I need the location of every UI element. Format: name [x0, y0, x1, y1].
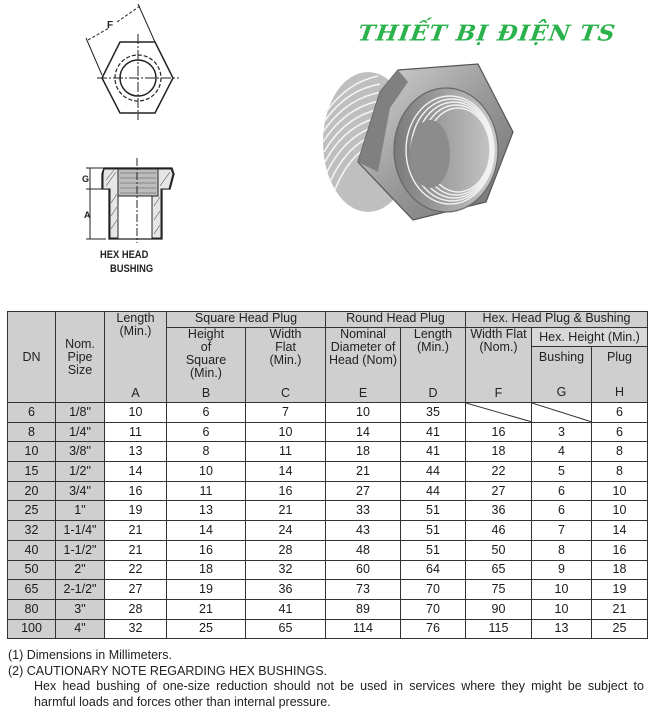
cell-length-a: 28	[105, 599, 167, 619]
table-row	[8, 619, 648, 639]
cell-dn: 25	[8, 501, 56, 521]
cell-width-flat-c: 36	[246, 580, 326, 600]
table-row	[8, 442, 648, 462]
letter-a: A	[131, 386, 140, 400]
cell-round-length-d: 44	[401, 462, 466, 482]
note-dimensions: (1) Dimensions in Millimeters.	[8, 648, 172, 662]
cell-length-a: 13	[105, 442, 167, 462]
cell-plug-h: 10	[592, 481, 648, 501]
cell-dn: 80	[8, 599, 56, 619]
hex-bushing-section-drawing	[82, 158, 182, 243]
note-caution-body: Hex head bushing of one-size reduction should not be used in services where they might be subject to harmful loads and forces other than internal pressure.	[34, 679, 644, 709]
group-header-square-head-plug: Square Head Plug	[167, 312, 326, 328]
cell-height-of-square-b: 6	[167, 403, 246, 423]
drawing-caption-line2: BUSHING	[110, 263, 154, 275]
diagonal-slash-icon	[532, 403, 591, 422]
cell-hex-width-flat-f: 22	[466, 462, 532, 482]
cell-dn: 40	[8, 540, 56, 560]
col-header-width-flat-c: Width Flat (Min.) C	[246, 328, 326, 403]
cell-length-a: 21	[105, 540, 167, 560]
cell-round-length-d: 51	[401, 501, 466, 521]
cell-nom-pipe-size: 1/4"	[56, 422, 105, 442]
group-header-hex-head-plug-bushing: Hex. Head Plug & Bushing	[466, 312, 648, 328]
cell-length-a: 10	[105, 403, 167, 423]
group-header-round-head-plug: Round Head Plug	[326, 312, 466, 328]
cell-plug-h: 6	[592, 422, 648, 442]
cell-plug-h: 18	[592, 560, 648, 580]
cell-bushing-g: 5	[532, 462, 592, 482]
cell-nom-pipe-size: 1-1/2"	[56, 540, 105, 560]
cell-height-of-square-b: 25	[167, 619, 246, 639]
cell-height-of-square-b: 6	[167, 422, 246, 442]
dimension-g-label: G	[82, 174, 90, 184]
table-row	[8, 501, 648, 521]
cell-dn: 15	[8, 462, 56, 482]
cell-length-a: 19	[105, 501, 167, 521]
cell-dn: 50	[8, 560, 56, 580]
cell-bushing-g: 3	[532, 422, 592, 442]
cell-hex-width-flat-f: 65	[466, 560, 532, 580]
cell-nominal-diameter-e: 43	[326, 521, 401, 541]
col-header-plug-h: Plug H	[592, 347, 648, 403]
cell-width-flat-c: 21	[246, 501, 326, 521]
cell-bushing-g: 6	[532, 481, 592, 501]
cell-length-a: 22	[105, 560, 167, 580]
cell-nom-pipe-size: 2"	[56, 560, 105, 580]
cell-nominal-diameter-e: 48	[326, 540, 401, 560]
hex-bushing-photo	[318, 62, 528, 262]
footnotes	[8, 648, 644, 710]
brand-title: THIẾT BỊ ĐIỆN TS	[356, 20, 618, 47]
cell-plug-h: 14	[592, 521, 648, 541]
cell-dn: 32	[8, 521, 56, 541]
cell-height-of-square-b: 13	[167, 501, 246, 521]
cell-bushing-g: 7	[532, 521, 592, 541]
cell-width-flat-c: 10	[246, 422, 326, 442]
dimension-f-label: F	[107, 20, 114, 31]
col-header-length-a: Length (Min.) A	[105, 312, 167, 403]
cell-width-flat-c: 16	[246, 481, 326, 501]
cell-bushing-g: 13	[532, 619, 592, 639]
col-header-height-of-square-b: Height of Square (Min.) B	[167, 328, 246, 403]
table-row	[8, 560, 648, 580]
cell-nom-pipe-size: 1/8"	[56, 403, 105, 423]
cell-nominal-diameter-e: 89	[326, 599, 401, 619]
cell-dn: 10	[8, 442, 56, 462]
cell-length-a: 16	[105, 481, 167, 501]
cell-nominal-diameter-e: 73	[326, 580, 401, 600]
cell-round-length-d: 44	[401, 481, 466, 501]
table-row	[8, 580, 648, 600]
cell-width-flat-c: 24	[246, 521, 326, 541]
cell-nom-pipe-size: 3/4"	[56, 481, 105, 501]
cell-hex-width-flat-f: 46	[466, 521, 532, 541]
cell-plug-h: 25	[592, 619, 648, 639]
cell-width-flat-c: 7	[246, 403, 326, 423]
cell-plug-h: 8	[592, 462, 648, 482]
cell-hex-width-flat-f: 36	[466, 501, 532, 521]
cell-height-of-square-b: 8	[167, 442, 246, 462]
cell-height-of-square-b: 14	[167, 521, 246, 541]
note-caution-title: (2) CAUTIONARY NOTE REGARDING HEX BUSHINGS.	[8, 663, 328, 678]
cell-bushing-g: 8	[532, 540, 592, 560]
cell-bushing-g: 9	[532, 560, 592, 580]
cell-plug-h: 19	[592, 580, 648, 600]
table-row	[8, 403, 648, 423]
col-header-nom-pipe-size: Nom. Pipe Size	[56, 312, 105, 403]
cell-height-of-square-b: 21	[167, 599, 246, 619]
cell-length-a: 21	[105, 521, 167, 541]
cell-nominal-diameter-e: 10	[326, 403, 401, 423]
cell-round-length-d: 41	[401, 442, 466, 462]
cell-width-flat-c: 65	[246, 619, 326, 639]
cell-height-of-square-b: 19	[167, 580, 246, 600]
cell-plug-h: 8	[592, 442, 648, 462]
cell-dn: 65	[8, 580, 56, 600]
cell-hex-width-flat-f: 27	[466, 481, 532, 501]
col-header-dn: DN	[8, 312, 56, 403]
col-header-bushing-g: Bushing G	[532, 347, 592, 403]
cell-plug-h: 21	[592, 599, 648, 619]
letter-c: C	[280, 386, 291, 400]
cell-nom-pipe-size: 1"	[56, 501, 105, 521]
table-row	[8, 422, 648, 442]
letter-e: E	[358, 386, 368, 400]
cell-nom-pipe-size: 1/2"	[56, 462, 105, 482]
cell-round-length-d: 51	[401, 521, 466, 541]
cell-nom-pipe-size: 1-1/4"	[56, 521, 105, 541]
table-row	[8, 462, 648, 482]
cell-hex-width-flat-f: 18	[466, 442, 532, 462]
dimension-a-label: A	[84, 210, 91, 220]
cell-round-length-d: 70	[401, 599, 466, 619]
letter-d: D	[428, 386, 438, 400]
table-row	[8, 521, 648, 541]
cell-plug-h: 6	[592, 403, 648, 423]
cell-round-length-d: 70	[401, 580, 466, 600]
cell-nom-pipe-size: 3/8"	[56, 442, 105, 462]
cell-round-length-d: 41	[401, 422, 466, 442]
cell-width-flat-c: 28	[246, 540, 326, 560]
cell-round-length-d: 51	[401, 540, 466, 560]
cell-nominal-diameter-e: 18	[326, 442, 401, 462]
table-row	[8, 481, 648, 501]
cell-hex-width-flat-f-not-applicable	[466, 403, 532, 423]
cell-round-length-d: 76	[401, 619, 466, 639]
cell-length-a: 14	[105, 462, 167, 482]
table-row	[8, 540, 648, 560]
cell-bushing-g-not-applicable	[532, 403, 592, 423]
cell-width-flat-c: 41	[246, 599, 326, 619]
letter-f: F	[494, 386, 503, 400]
cell-plug-h: 16	[592, 540, 648, 560]
cell-dn: 8	[8, 422, 56, 442]
cell-height-of-square-b: 18	[167, 560, 246, 580]
cell-width-flat-c: 11	[246, 442, 326, 462]
drawing-caption-line1: HEX HEAD	[100, 249, 149, 261]
letter-g: G	[556, 385, 567, 399]
cell-nom-pipe-size: 4"	[56, 619, 105, 639]
hex-top-view-drawing	[85, 0, 195, 125]
cell-nominal-diameter-e: 33	[326, 501, 401, 521]
diagonal-slash-icon	[466, 403, 531, 422]
cell-hex-width-flat-f: 75	[466, 580, 532, 600]
cell-nominal-diameter-e: 14	[326, 422, 401, 442]
cell-nominal-diameter-e: 27	[326, 481, 401, 501]
col-header-round-length-d: Length (Min.) D	[401, 328, 466, 403]
cell-bushing-g: 4	[532, 442, 592, 462]
letter-h: H	[614, 385, 625, 399]
table-row	[8, 599, 648, 619]
cell-hex-width-flat-f: 16	[466, 422, 532, 442]
cell-nominal-diameter-e: 114	[326, 619, 401, 639]
cell-length-a: 32	[105, 619, 167, 639]
group-header-hex-height: Hex. Height (Min.)	[532, 328, 648, 347]
cell-hex-width-flat-f: 115	[466, 619, 532, 639]
cell-dn: 20	[8, 481, 56, 501]
cell-plug-h: 10	[592, 501, 648, 521]
cell-nom-pipe-size: 2-1/2"	[56, 580, 105, 600]
cell-height-of-square-b: 10	[167, 462, 246, 482]
col-header-nominal-diameter-e: Nominal Diameter of Head (Nom) E	[326, 328, 401, 403]
cell-round-length-d: 64	[401, 560, 466, 580]
cell-nominal-diameter-e: 60	[326, 560, 401, 580]
bushing-spec-table	[7, 311, 648, 639]
cell-bushing-g: 6	[532, 501, 592, 521]
cell-hex-width-flat-f: 90	[466, 599, 532, 619]
cell-height-of-square-b: 11	[167, 481, 246, 501]
cell-dn: 100	[8, 619, 56, 639]
cell-nominal-diameter-e: 21	[326, 462, 401, 482]
cell-nom-pipe-size: 3"	[56, 599, 105, 619]
cell-bushing-g: 10	[532, 599, 592, 619]
cell-round-length-d: 35	[401, 403, 466, 423]
cell-length-a: 27	[105, 580, 167, 600]
cell-bushing-g: 10	[532, 580, 592, 600]
cell-width-flat-c: 32	[246, 560, 326, 580]
letter-b: B	[201, 386, 211, 400]
col-header-hex-width-flat-f: Width Flat (Nom.) F	[466, 328, 532, 403]
cell-height-of-square-b: 16	[167, 540, 246, 560]
cell-dn: 6	[8, 403, 56, 423]
cell-width-flat-c: 14	[246, 462, 326, 482]
cell-hex-width-flat-f: 50	[466, 540, 532, 560]
cell-length-a: 11	[105, 422, 167, 442]
